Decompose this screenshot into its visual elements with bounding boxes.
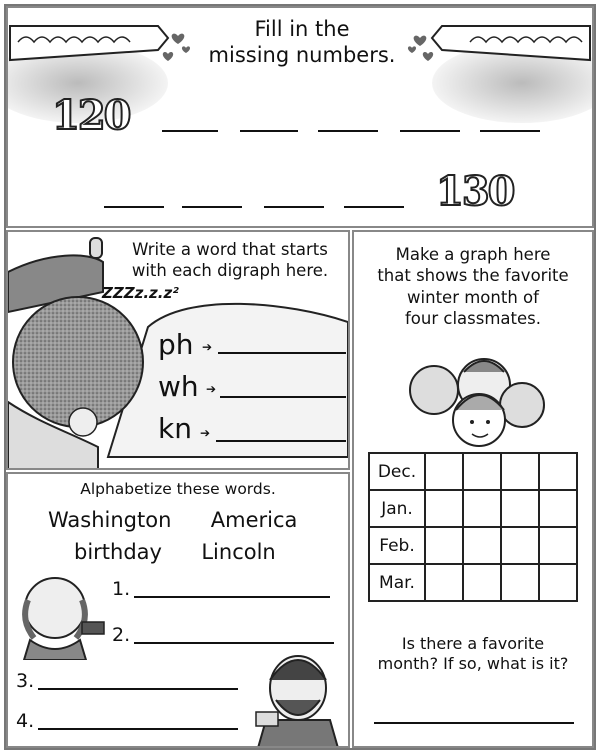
graph-cell[interactable]	[463, 490, 501, 527]
digraph-panel	[6, 230, 350, 470]
arrow-icon: ➔	[202, 340, 213, 354]
graph-instruction-line1: Make a graph here	[395, 245, 551, 264]
digraph-instruction-line2: with each digraph here.	[131, 260, 329, 280]
blank-line-5[interactable]	[480, 130, 540, 132]
graph-cell[interactable]	[501, 490, 539, 527]
question-line1: Is there a favorite	[401, 634, 545, 653]
graph-cell[interactable]	[463, 453, 501, 490]
snore-text: ZZZz.z.z²	[102, 284, 179, 302]
month-label-mar: Mar.	[369, 564, 425, 601]
graph-cell[interactable]	[501, 527, 539, 564]
graph-row-mar	[369, 564, 577, 601]
graph-panel	[352, 230, 594, 748]
graph-cell[interactable]	[463, 564, 501, 601]
graph-instruction-line4: four classmates.	[405, 309, 541, 329]
graph-cell[interactable]	[463, 527, 501, 564]
month-label-dec: Dec.	[369, 453, 425, 490]
top-title	[178, 16, 426, 69]
blank-line-8[interactable]	[264, 206, 324, 208]
graph-cell[interactable]	[501, 453, 539, 490]
word-birthday: birthday	[74, 540, 162, 564]
alpha-answer-line-4[interactable]	[38, 728, 238, 730]
graph-row-dec	[369, 453, 577, 490]
graph-row-feb	[369, 527, 577, 564]
word-washington: Washington	[48, 508, 172, 532]
alphabetize-panel	[6, 472, 350, 748]
graph-cell[interactable]	[425, 490, 463, 527]
favorite-month-question	[358, 634, 588, 674]
month-graph-table	[368, 452, 578, 602]
word-america: America	[210, 508, 298, 532]
wh-answer-line[interactable]	[220, 396, 346, 398]
digraph-instruction-line1: Write a word that starts	[132, 240, 328, 259]
arrow-icon: ➔	[200, 426, 211, 440]
answer-number-2: 2.	[112, 624, 131, 646]
graph-cell[interactable]	[425, 527, 463, 564]
blank-line-7[interactable]	[182, 206, 242, 208]
top-title-line2: missing numbers.	[208, 43, 396, 68]
word-lincoln: Lincoln	[201, 540, 276, 564]
blank-line-9[interactable]	[344, 206, 404, 208]
digraph-kn: kn	[158, 412, 192, 445]
blank-line-3[interactable]	[318, 130, 378, 132]
digraph-instruction	[114, 240, 346, 281]
classmates-illustration	[394, 350, 564, 452]
graph-cell[interactable]	[539, 490, 577, 527]
answer-number-4: 4.	[16, 710, 35, 732]
alpha-answer-line-2[interactable]	[134, 642, 334, 644]
graph-cell[interactable]	[425, 564, 463, 601]
kn-answer-line[interactable]	[216, 440, 346, 442]
blank-line-6[interactable]	[104, 206, 164, 208]
lincoln-illustration	[248, 648, 348, 748]
digraph-wh: wh	[158, 370, 199, 403]
top-title-line1: Fill in the	[254, 17, 350, 41]
alphabetize-instruction: Alphabetize these words.	[80, 480, 276, 498]
graph-cell[interactable]	[539, 564, 577, 601]
missing-numbers-panel	[6, 6, 594, 228]
month-label-feb: Feb.	[369, 527, 425, 564]
graph-instruction-line2: that shows the favorite	[377, 266, 569, 286]
answer-number-3: 3.	[16, 670, 35, 692]
ph-answer-line[interactable]	[218, 352, 346, 354]
graph-instruction-line3: winter month of	[407, 287, 539, 307]
words-line-2	[74, 540, 276, 564]
blank-line-2[interactable]	[240, 130, 298, 132]
graph-cell[interactable]	[425, 453, 463, 490]
arrow-icon: ➔	[206, 382, 217, 396]
end-number: 130	[436, 168, 514, 215]
graph-cell[interactable]	[539, 527, 577, 564]
question-line2: month? If so, what is it?	[377, 654, 569, 673]
answer-number-1: 1.	[112, 578, 131, 600]
alpha-answer-line-1[interactable]	[134, 596, 330, 598]
month-label-jan: Jan.	[369, 490, 425, 527]
graph-row-jan	[369, 490, 577, 527]
graph-cell[interactable]	[539, 453, 577, 490]
blank-line-1[interactable]	[162, 130, 218, 132]
blank-line-4[interactable]	[400, 130, 460, 132]
washington-illustration	[10, 570, 110, 660]
digraph-ph: ph	[158, 328, 194, 361]
words-line-1	[48, 508, 297, 532]
favorite-month-answer-line[interactable]	[374, 722, 574, 724]
alpha-answer-line-3[interactable]	[38, 688, 238, 690]
graph-instruction	[358, 244, 588, 330]
start-number: 120	[52, 92, 130, 139]
graph-cell[interactable]	[501, 564, 539, 601]
